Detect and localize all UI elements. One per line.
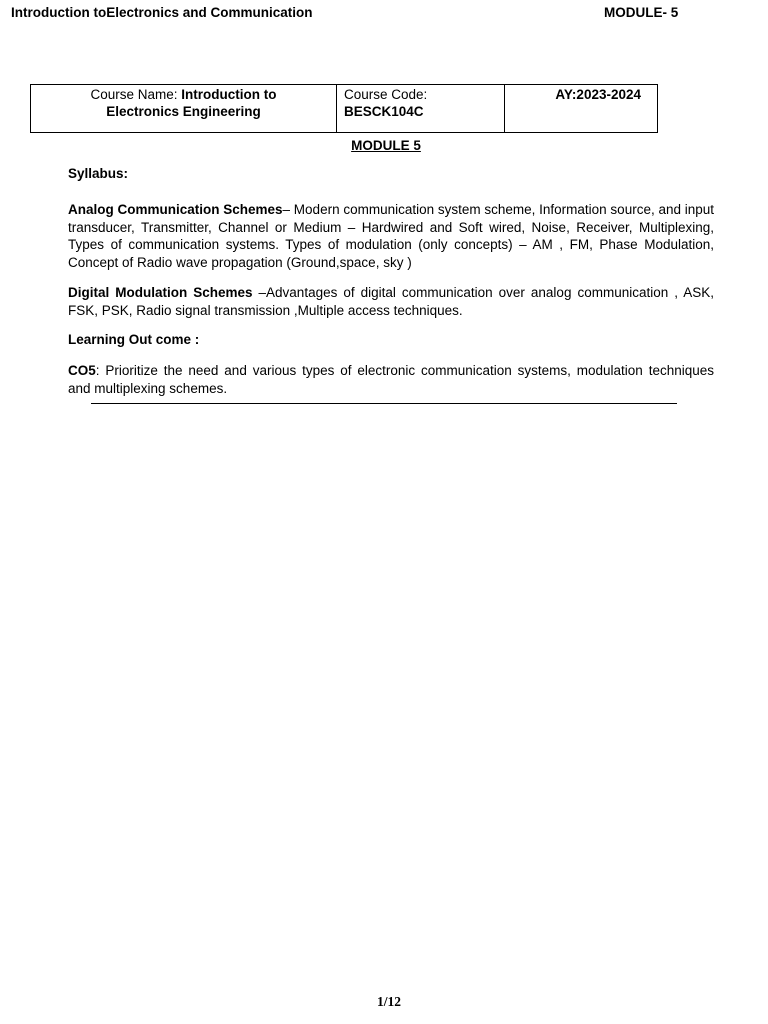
course-info-table <box>30 84 658 133</box>
module-title: MODULE 5 <box>351 138 421 153</box>
page-number: 1/12 <box>376 994 401 1009</box>
analog-schemes-term: Analog Communication Schemes <box>68 202 283 217</box>
digital-schemes-term: Digital Modulation Schemes <box>68 285 253 300</box>
running-header-title: Introduction toElectronics and Communication <box>11 5 313 20</box>
course-name-value-line2: Electronics Engineering <box>106 104 261 119</box>
course-name-label: Course Name: <box>90 87 182 102</box>
course-info-row <box>31 85 658 133</box>
course-name-value-line1: Introduction to <box>181 87 277 102</box>
co5-term: CO5 <box>68 363 96 378</box>
course-name-cell <box>31 85 337 133</box>
syllabus-heading: Syllabus: <box>68 166 129 181</box>
co5-paragraph <box>68 362 714 397</box>
course-code-label: Course Code: <box>344 87 428 102</box>
digital-schemes-paragraph <box>68 284 714 319</box>
co5-text: : Prioritize the need and various types of electronic communication systems, modulation techniques and multiplexing schemes. <box>68 363 714 396</box>
academic-year: AY:2023-2024 <box>555 87 641 102</box>
section-divider <box>91 403 677 404</box>
running-header-module: MODULE- 5 <box>604 5 679 20</box>
learning-outcome-heading: Learning Out come : <box>68 332 200 347</box>
course-code-value: BESCK104C <box>344 104 424 119</box>
digital-schemes-text: –Advantages of digital communication over analog communication , ASK, FSK, PSK, Radio signal transmission ,Multiple access techniques. <box>68 285 715 318</box>
course-code-cell <box>337 85 505 133</box>
analog-schemes-text: – Modern communication system scheme, Information source, and input transducer, Transmitter, Channel or Medium – Hardwired and Soft wired, Noise, Receiver, Multiplexing, Types of communication systems. Types of modulation (only concepts) – AM , FM, Phase Modulation, Concept of Radio wave propagation (Ground,space, sky ) <box>68 202 714 270</box>
analog-schemes-paragraph <box>68 201 714 271</box>
academic-year-cell <box>505 85 658 133</box>
